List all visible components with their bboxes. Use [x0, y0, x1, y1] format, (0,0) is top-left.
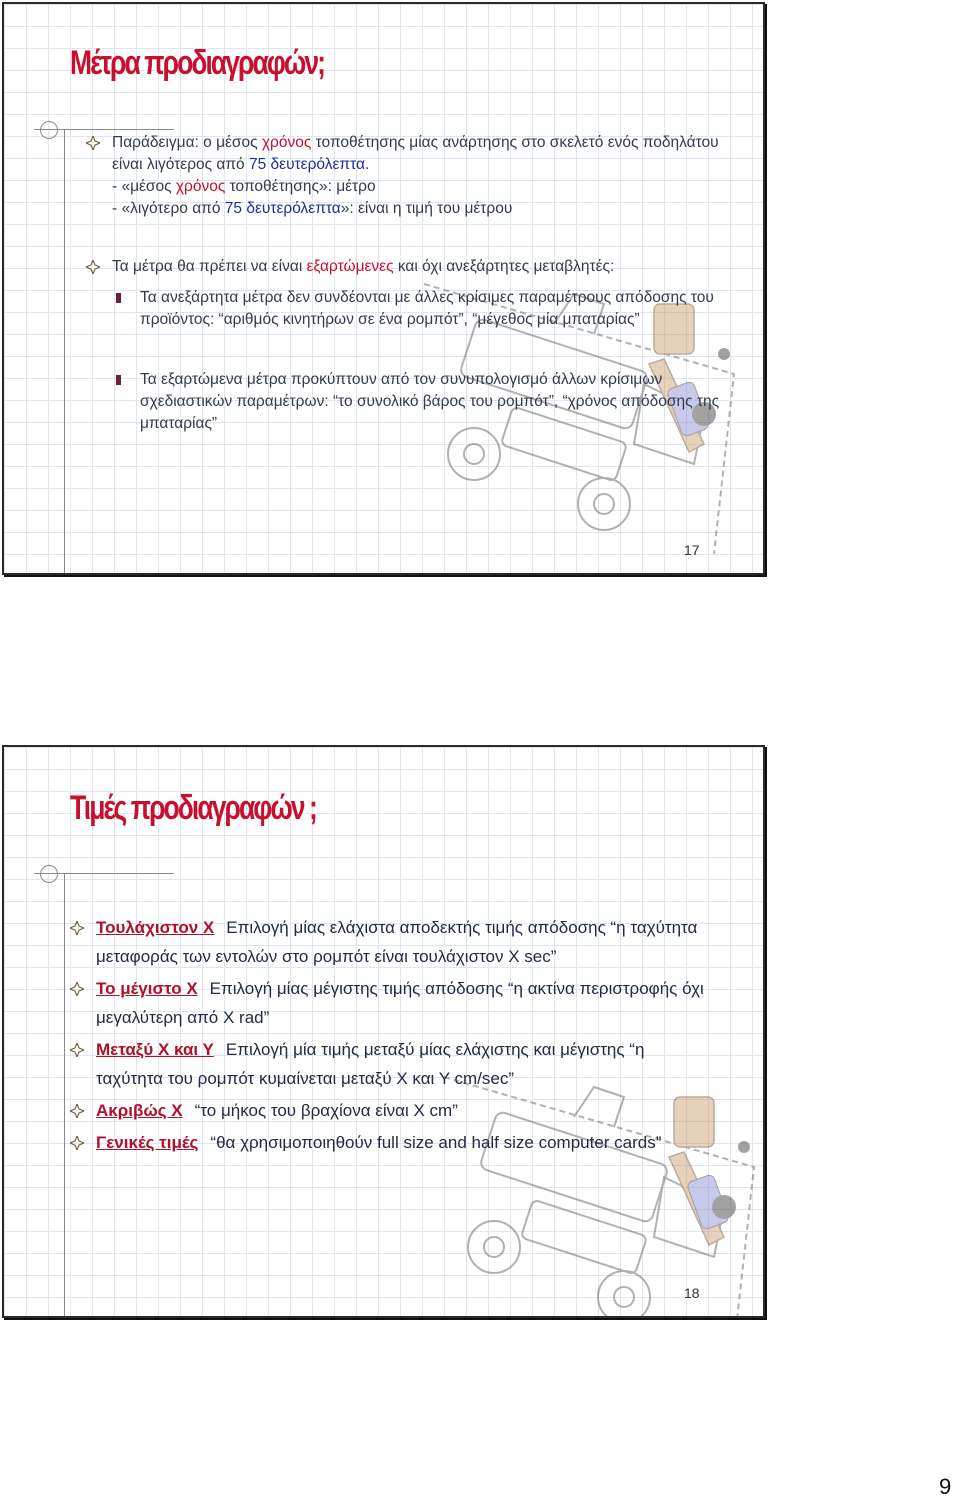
diamond-bullet-icon: [70, 1043, 84, 1057]
slide-body: [86, 132, 726, 435]
sub-bullet-dependent: Τα εξαρτώμενα μέτρα προκύπτουν από τον συνυπολογισμό άλλων κρίσιμων σχεδιαστικών παραμέτρων: “το συνολικό βάρος του ρομπότ”, “χρόνος απόδοσης της μπαταρίας”: [114, 369, 726, 435]
page-number: 9: [939, 1474, 952, 1499]
diamond-bullet-icon: [70, 1136, 84, 1150]
slide-title: Τιμές προδιαγραφών ;: [70, 789, 316, 827]
diamond-bullet-icon: [86, 260, 100, 274]
diamond-bullet-icon: [70, 921, 84, 935]
square-bullet-icon: [116, 293, 121, 303]
sub-bullet-independent: Τα ανεξάρτητα μέτρα δεν συνδέονται με άλλες κρίσιμες παραμέτρους απόδοσης του προϊόντος: “αριθμός κινητήρων σε ένα ρομπότ”, “μέγεθος μία μπαταρίας”: [114, 287, 726, 331]
square-bullet-icon: [116, 375, 121, 385]
diamond-bullet-icon: [86, 136, 100, 150]
bullet-dependent: Τα μέτρα θα πρέπει να είναι εξαρτώμενες και όχι ανεξάρτητες μεταβλητές:: [86, 256, 726, 278]
spec-item: Γενικές τιμές “θα χρησιμοποιηθούν full size and half size computer cards”: [70, 1128, 710, 1157]
spec-item: Το μέγιστο Χ Επιλογή μίας μέγιστης τιμής απόδοσης “η ακτίνα περιστροφής όχι μεγαλύτερη από Χ rad”: [70, 974, 710, 1032]
diamond-bullet-icon: [70, 1104, 84, 1118]
slide-number: 18: [684, 1285, 700, 1301]
bullet-example: Παράδειγμα: ο μέσος χρόνος τοποθέτησης μίας ανάρτησης στο σκελετό ενός ποδηλάτου είναι λιγότερος από 75 δευτερόλεπτα. - «μέσος χρόνος τοποθέτησης»: μέτρο - «λιγότερο από 75 δευτερόλεπτα»: είναι η τιμή του μέτρου: [86, 132, 726, 220]
spec-item: Μεταξύ Χ και Υ Επιλογή μία τιμής μεταξύ μίας ελάχιστης και μέγιστης “η ταχύτητα του ρομπότ κυμαίνεται μεταξύ Χ και Υ cm/sec”: [70, 1035, 710, 1093]
diamond-bullet-icon: [70, 982, 84, 996]
spec-item: Ακριβώς Χ “το μήκος του βραχίονα είναι Χ cm”: [70, 1096, 710, 1125]
slide-17: [2, 2, 765, 575]
slide-title: Μέτρα προδιαγραφών;: [70, 44, 324, 82]
slide-18: [2, 745, 765, 1318]
slide-body: [70, 913, 710, 1157]
slide-number: 17: [684, 542, 700, 558]
spec-item: Τουλάχιστον Χ Επιλογή μίας ελάχιστα αποδεκτής τιμής απόδοσης “η ταχύτητα μεταφοράς των εντολών στο ρομπότ είναι τουλάχιστον Χ sec”: [70, 913, 710, 971]
